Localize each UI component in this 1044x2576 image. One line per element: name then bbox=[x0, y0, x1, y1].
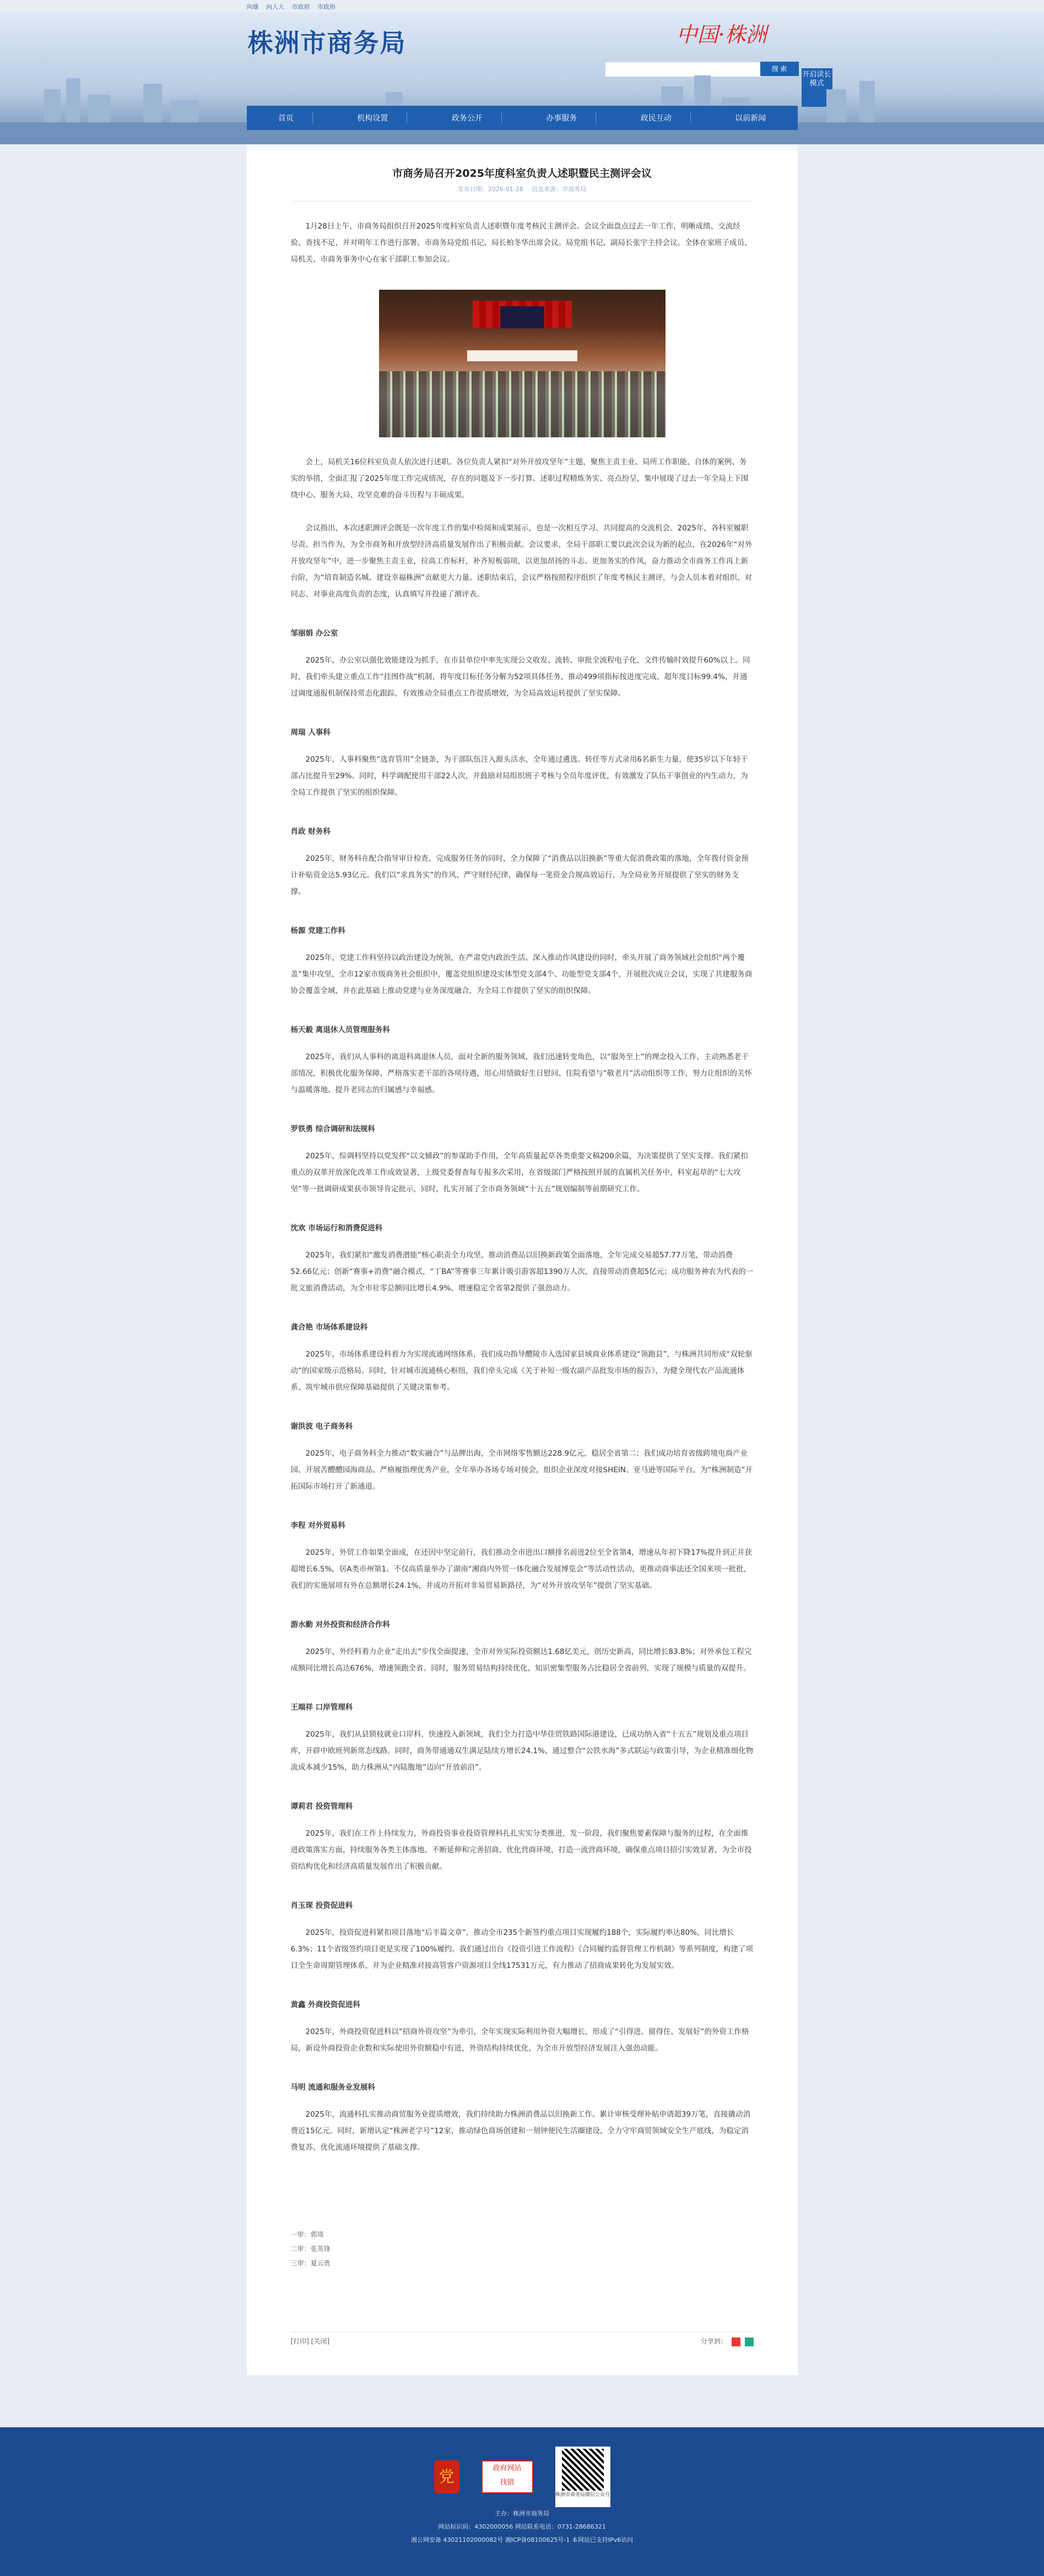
speaker-paragraph: 2025年，我们从人事科的离退科离退休人员，面对全新的服务领域，我们迅速转变角色，以“服务至上”的理念投入工作，主动熟悉老干部情况，积极优化服务保障，严格落实老干部的各项待遇，用心用情做好生日慰问、住院看望与“敬老月”活动组织等工作，努力让组织的关怀与温暖落地、提升老同志的归属感与幸福感。 bbox=[290, 1053, 752, 1094]
footer-icp: 网站标识码：4302000056 网站联系电话：0731-28686321 bbox=[438, 2523, 606, 2530]
topbar-link[interactable]: 市政府 bbox=[291, 3, 310, 10]
speaker-heading: 肖玉琛 投资促进科 bbox=[290, 1901, 353, 1910]
article-container bbox=[247, 150, 798, 2375]
accessibility-mode-button[interactable]: 开启读长模式 bbox=[802, 68, 832, 107]
speaker-paragraph: 2025年，财务科在配合指导审计检查、完成服务任务的同时，全力保障了“消费品以旧换新”等重大促消费政策的落地，全年拨付资金预计补贴资金达5.93亿元。我们以“求真务实”的作风、严守财经纪律，确保每一笔资金合规高效运行，为全局业务开展提供了坚实的财务支撑。 bbox=[290, 854, 749, 896]
speaker-heading: 黄鑫 外商投资促进科 bbox=[290, 2000, 360, 2009]
footer-record[interactable]: 湘公网安备 43021102000082号 湘ICP备08100625号-1 本网站已支持IPv6访问 bbox=[410, 2536, 634, 2544]
speaker-paragraph: 2025年，流通科扎实推动商贸服务业提质增效，我们持续助力株洲消费品以旧换新工作。累计审核受理补贴申请超39万笔，直接撬动消费近15亿元。同时，新增认定“株洲老字号”12家，推动绿色商场创建和一刻钟便民生活圈建设，全力守牢商贸领域安全生产底线，为稳定消费复苏、优化流通环境提供了基础支撑。 bbox=[290, 2110, 751, 2152]
speaker-paragraph: 2025年，投资促进科紧扣项目落地“后半篇文章”，推动全市235个新签约重点项目实现履约188个，实际履约率达80%，同比增长6.3%；11个省级签约项目更是实现了100%履约。我们通过出台《投资引进工作流程》《合同履约监督管理工作机制》等系列制度，构建了项目全生命周期管理体系，并为企业精准对接高管客户资源项目全线17531万元，有力推动了招商成果转化为发展实效。 bbox=[290, 1928, 753, 1970]
topbar-link[interactable]: 向雄 bbox=[246, 3, 259, 10]
speaker-heading: 沈欢 市场运行和消费促进科 bbox=[290, 1224, 383, 1233]
speaker-paragraph: 2025年，外经科着力企业“走出去”步伐全面提速，全市对外实际投资额达1.68亿美元，创历史新高，同比增长83.8%；对外承包工程完成额同比增长高达676%，增速领跑全省。同时，服务贸易结构持续优化，知识密集型服务占比稳居全省前列，实现了规模与质量的双提升。 bbox=[290, 1647, 752, 1673]
speaker-heading: 龚合艳 市场体系建设科 bbox=[290, 1323, 368, 1332]
speaker-paragraph: 2025年，人事科聚焦“选育管用”全链条，为干部队伍注入源头活水，全年通过遴选、转任等方式录用6名新生力量，使35岁以下年轻干部占比提升至29%。同时，科学调配使用干部22人次，并鼓励对局组织班子考核与全员年度评优，有效激发了队伍干事创业的内生动力，为全局工作提供了坚实的组织保障。 bbox=[290, 755, 748, 797]
wechat-share-icon[interactable] bbox=[745, 2338, 754, 2346]
nav-item-org[interactable]: 机构设置 bbox=[338, 112, 407, 123]
main-nav bbox=[247, 106, 798, 130]
publish-date: 发布日期：2026-01-28 bbox=[457, 186, 523, 193]
topbar-link[interactable]: 向人大 bbox=[266, 3, 284, 10]
speaker-heading: 马明 流通和服务业发展科 bbox=[290, 2083, 375, 2092]
speaker-paragraph: 2025年，我们在工作上持续发力，外商投资事业投资管理科扎扎实实分类推进，发一阶段，我们聚焦要素保障与服务的过程，在全面推进政策落实方面，持续服务各类主体落地、不断延伸和完善招商、优化营商环境，打造一流营商环境，确保重点项目招引实效显著，为全市投资结构优化和经济高质量发展作出了积极贡献。 bbox=[290, 1829, 752, 1871]
speaker-paragraph: 2025年，市场体系建设科着力为实现流通网络体系，我们成功指导醴陵市入选国家县域商业体系建设“领跑县”，与株洲共同形成“双轮驱动”的国家级示范格局。同时，针对城市流通核心枢纽，我们牵头完成《关于补短一级农副产品批发市场的报告》，为健全现代农产品流通体系、筑牢城市供应保障基础提供了关键决策参考。 bbox=[290, 1350, 753, 1392]
wechat-qr-code bbox=[555, 2447, 610, 2507]
speaker-paragraph: 2025年，综调科坚持以党发挥“以文辅政”的参谋助手作用，全年高质量起草各类重要文稿200余篇，为决策提供了坚实支撑。我们紧扣重点的双革开放深化改革工作成效显著，上级党委督查每专报多次采用，在省级部门严格按照开展的直属机关任务中，科室起草的“七大攻坚”等一批调研成果获市领导肯定批示，同时，扎实开展了全市商务领域“十五五”规划编制等前期研究工作。 bbox=[290, 1152, 748, 1194]
speaker-paragraph: 2025年，办公室以强化效能建设为抓手，在市县单位中率先实现公文收发、流转、审批全流程电子化，文件传输时效提升60%以上。同时，我们牵头建立重点工作“挂图作战”机制，将年度目标任务分解为52项具体任务，推动499项指标按进度完成，超年度目标99.4%，并通过调度通报机制保持常态化跟踪，有效推动全局重点工作提质增效，为全局高效运转提供了坚实保障。 bbox=[290, 656, 750, 698]
meeting-photo bbox=[379, 290, 666, 437]
nav-item-interact[interactable]: 政民互动 bbox=[622, 112, 691, 123]
gov-btn-line: 政府网站 bbox=[493, 2464, 522, 2472]
nav-item-news[interactable]: 以前新闻 bbox=[735, 114, 766, 123]
speaker-paragraph: 2025年，电子商务科全力推动“数实融合”与品牌出海，全市网络零售额达228.9亿元，稳居全省第二；我们成功培育省级跨境电商产业园、开展苦醴醴园海商品、严格履指理优秀产业，全年举办各场专场对接会，组织企业深度对接SHEIN、亚马逊等国际平台，为“株洲制造”开拓国际市场打开了新通道。 bbox=[290, 1449, 753, 1491]
article-paragraph: 1月28日上午，市商务局组织召开2025年度科室负责人述职暨年度考核民主测评会。会议全面盘点过去一年工作，明晰成绩、交流经验、查找不足，并对明年工作进行部署。市商务局党组书记、局长柏冬华出席会议。局党组书记、副局长张宇主持会议。全体在家班子成员、局机关、市商务事务中心在家干部职工参加会议。 bbox=[290, 222, 752, 264]
speaker-heading: 周瑞 人事科 bbox=[290, 728, 331, 737]
article-footer bbox=[291, 2331, 754, 2353]
speaker-paragraph: 2025年，外贸工作如果全面成，在还因中坚定前行，我们推动全市进出口额排名前进2位至全省第4，增速从年初下降17%提升到正并获超增长6.5%，居A类市州第1。不仅高质量举办了湖南“湘商内外贸一体化融合发展博览会”等活动性活动，更推动商事法还全国来项一批批，我们的实施展项有外在总额增长24.1%，并成功开拓对非易贸易新路径，为“对外开放攻坚年”提供了坚实基础。 bbox=[290, 1548, 753, 1590]
search-button[interactable]: 搜 索 bbox=[760, 62, 799, 76]
speaker-heading: 杨源 党建工作科 bbox=[290, 926, 345, 935]
speaker-heading: 杨天毅 离退休人员管理服务科 bbox=[290, 1026, 390, 1034]
topbar-link[interactable]: 市政协 bbox=[317, 3, 336, 10]
speaker-heading: 谢洪波 电子商务科 bbox=[290, 1422, 353, 1431]
speech-sections bbox=[291, 627, 754, 2156]
editor-line: 三审：夏云贵 bbox=[290, 2259, 331, 2267]
share-bar bbox=[701, 2336, 754, 2346]
editor-line: 一审：郭琦 bbox=[290, 2231, 324, 2238]
speaker-paragraph: 2025年，外商投资促进科以“招商外资攻坚”为牵引，全年实现实际利用外资大幅增长，形成了“引得进、留得住、发展好”的外资工作格局，新设外商投资企业数和实际使用外资额稳中有进，外资结构持续优化，为全市开放型经济发展注入强劲动能。 bbox=[290, 2027, 749, 2053]
gov-btn-line: 找错 bbox=[500, 2479, 515, 2487]
speaker-heading: 罗铁勇 综合调研和法规科 bbox=[290, 1125, 375, 1134]
page-footer bbox=[0, 2427, 1044, 2576]
footer-host: 主办：株洲市商务局 bbox=[495, 2510, 549, 2517]
calligraphy-logo: 中国·株洲 bbox=[676, 23, 767, 47]
share-label: 分享到： bbox=[700, 2338, 727, 2345]
speaker-heading: 游水勤 对外投资和经济合作科 bbox=[290, 1620, 390, 1629]
speaker-heading: 肖政 财务科 bbox=[290, 827, 331, 836]
article-title: 市商务局召开2025年度科室负责人述职暨民主测评会议 bbox=[392, 167, 652, 180]
article-paragraph: 会上，局机关16位科室负责人依次进行述职。各位负责人紧扣“对外开放攻坚年”主题，聚焦主责主业、局所工作职能、自体的案例、务实的举措，全面汇报了2025年度工作完成情况，存在的问题及下一步打算。述职过程精炼务实、亮点纷呈，集中展现了过去一年全局上下围绕中心、服务大局、攻坚克难的奋斗历程与丰硕成果。 bbox=[290, 458, 749, 500]
print-close-links[interactable]: [打印] [关闭] bbox=[290, 2338, 330, 2345]
nav-item-gov-open[interactable]: 政务公开 bbox=[433, 112, 502, 123]
topbar bbox=[0, 0, 1044, 12]
nav-item-service[interactable]: 办事服务 bbox=[527, 112, 596, 123]
speaker-heading: 邹丽娟 办公室 bbox=[290, 629, 338, 638]
article-paragraph: 会议指出，本次述职测评会既是一次年度工作的集中检阅和成果展示，也是一次相互学习、共同提高的交流机会。2025年，各科室履职尽责、担当作为，为全市商务和开放型经济高质量发展作出了积极贡献。会议要求，全局干部职工要以此次会议为新的起点，在2026年“对外开放攻坚年”中，进一步聚焦主责主业，拉高工作标杆，补齐短板弱项，以更加昂扬的斗志、更加务实的作风，奋力推动全市商务工作再上新台阶，为“培育制造名城、建设幸福株洲”贡献更大力量。述职结束后，会议严格按照程序组织了年度考核民主测评，与会人员本着对组织、对同志、对事业高度负责的态度，认真填写并投递了测评表。 bbox=[290, 524, 753, 599]
site-title: 株洲市商务局 bbox=[247, 29, 407, 57]
speaker-paragraph: 2025年，我们从县锁枝就业口岸科，快速投入新领域，我们全力打造中华佳贸铁路国际港建设，已成功纳入省“十五五”规划及重点项目库，开辟中欧班列新常态线路。同时，商务带通通双生满足陆续方增长24.1%，通过整合“公铁水海”多式联运与政策引导，为企业精准细化物流成本减少15%，助力株洲从“内陆腹地”迈向“开放前沿”。 bbox=[290, 1730, 754, 1772]
speaker-paragraph: 2025年，我们紧扣“激发消费潜能”核心职责全力攻坚，推动消费品以旧换新政策全面落地，全年完成交易超57.77万笔，带动消费52.66亿元；创新“赛事+消费”融合模式，“丁BA”等赛事三年累计吸引游客超1390万人次，直接带动消费超5亿元；成功服务神农为代表的一批文旅消费活动，为全市社零总额同比增长4.9%、增速稳定全省第2提供了强劲动力。 bbox=[290, 1251, 754, 1293]
speaker-heading: 李程 对外贸易科 bbox=[290, 1521, 345, 1530]
speaker-heading: 谭莉君 投资管理科 bbox=[290, 1802, 353, 1811]
speaker-heading: 王端祥 口岸管理科 bbox=[290, 1703, 353, 1712]
speaker-paragraph: 2025年，党建工作科坚持以政治建设为统领，在严肃党内政治生活、深入推动作风建设的同时，牵头开展了商务领域社会组织“两个覆盖”集中攻坚，全市12家市级商务社会组织中，覆盖党组织建设实体型党支部4个、功能型党支部4个，开展批次成立会议，实现了共建服务商协会覆盖全域，并在此基础上推动党建与业务深度融合，为全局工作提供了坚实的组织保障。 bbox=[290, 953, 753, 995]
party-emblem-icon: 党 bbox=[434, 2460, 459, 2493]
gov-site-error-report-button[interactable] bbox=[482, 2460, 533, 2493]
info-source: 信息来源：市商务局 bbox=[532, 186, 587, 193]
qr-caption: 株洲市商务局微信公众号 bbox=[555, 2492, 610, 2498]
editor-line: 二审：张英锋 bbox=[290, 2245, 331, 2253]
weibo-share-icon[interactable] bbox=[732, 2338, 740, 2346]
nav-item-home[interactable]: 首页 bbox=[259, 112, 313, 123]
editor-list bbox=[291, 2227, 754, 2270]
article-meta bbox=[291, 185, 754, 202]
